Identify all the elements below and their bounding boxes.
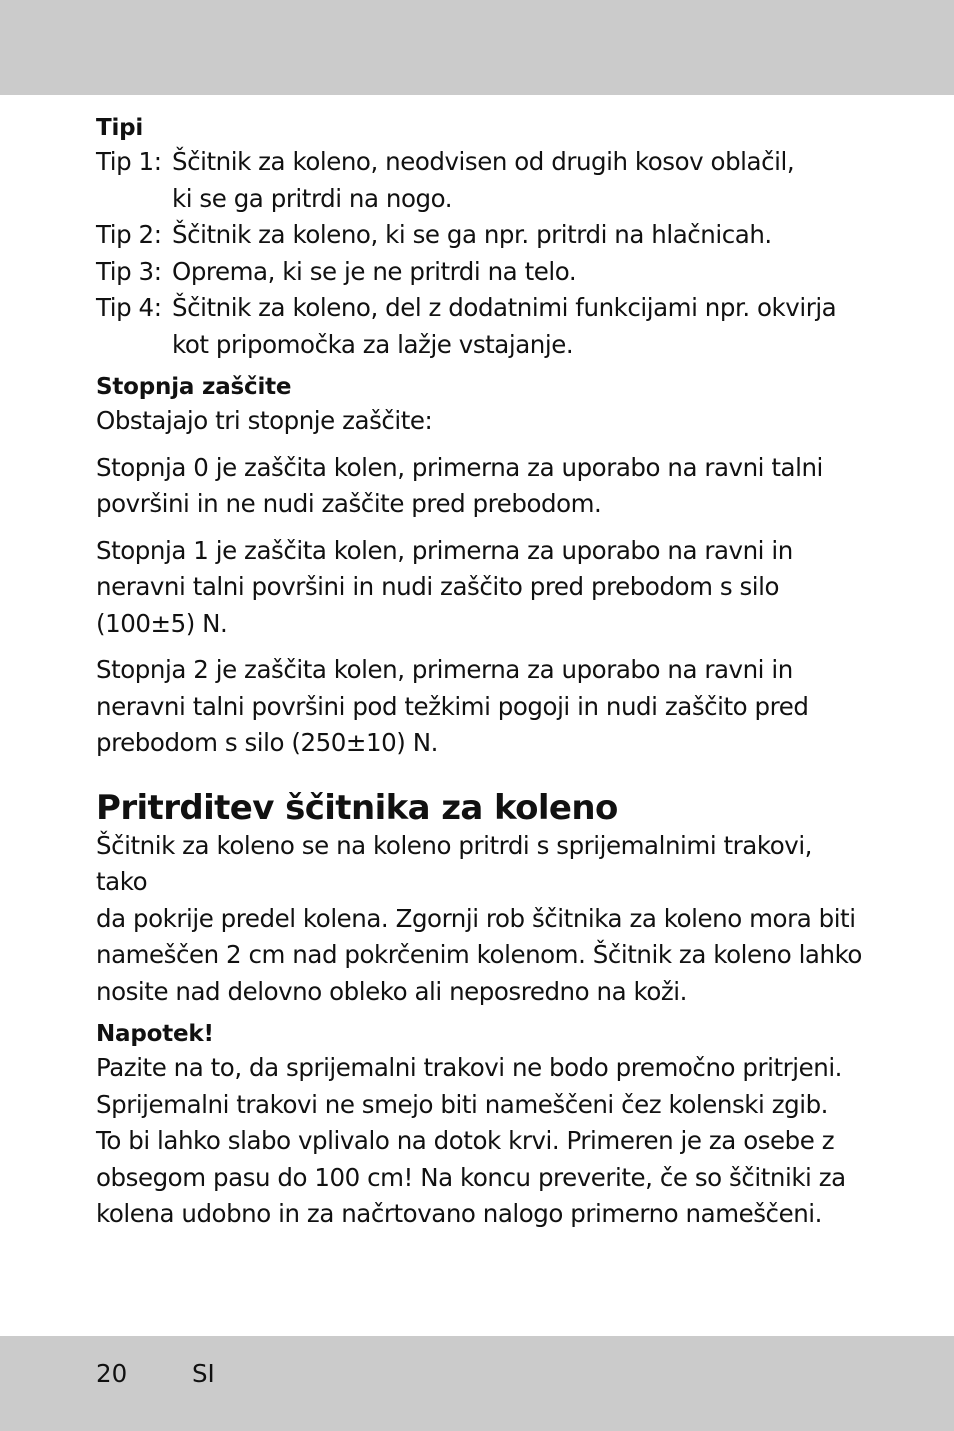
- tip-label: Tip 3:: [96, 256, 162, 286]
- paragraph-line: nameščen 2 cm nad pokrčenim kolenom. Ščitnik za koleno lahko: [96, 940, 862, 969]
- tip-text-line: Ščitnik za koleno, del z dodatnimi funkcijami npr. okvirja: [172, 293, 837, 322]
- paragraph-line: Pazite na to, da sprijemalni trakovi ne bodo premočno pritrjeni.: [96, 1053, 843, 1082]
- paragraph-line: kolena udobno in za načrtovano nalogo primerno nameščeni.: [96, 1199, 822, 1228]
- paragraph-line: obsegom pasu do 100 cm! Na koncu preverite, če so ščitniki za: [96, 1162, 846, 1192]
- paragraph-line: Stopnja 2 je zaščita kolen, primerna za uporabo na ravni in: [96, 655, 793, 684]
- section-title: Pritrditev ščitnika za koleno: [96, 787, 618, 828]
- protection-level-0: [96, 450, 866, 523]
- language-code: SI: [192, 1359, 215, 1388]
- note-heading: Napotek!: [96, 1021, 214, 1047]
- footer-band: [0, 1336, 954, 1431]
- tip-text-line: Ščitnik za koleno, neodvisen od drugih kosov oblačil,: [172, 147, 795, 176]
- protection-heading: Stopnja zaščite: [96, 374, 292, 400]
- tip-item-3: [96, 254, 866, 291]
- page-number: 20: [96, 1359, 128, 1388]
- paragraph-line: Ščitnik za koleno se na koleno pritrdi s sprijemalnimi trakovi, tako: [96, 830, 813, 896]
- paragraph-line: To bi lahko slabo vplivalo na dotok krvi. Primeren je za osebe z: [96, 1126, 835, 1155]
- paragraph-line: Stopnja 0 je zaščita kolen, primerna za uporabo na ravni talni: [96, 452, 823, 482]
- paragraph-line: površini in ne nudi zaščite pred prebodom.: [96, 489, 602, 518]
- tip-item-2: [96, 217, 866, 254]
- types-heading: Tipi: [96, 115, 144, 141]
- paragraph-line: da pokrije predel kolena. Zgornji rob ščitnika za koleno mora biti: [96, 903, 856, 933]
- tip-item-1: [96, 144, 866, 217]
- tip-text-line: Oprema, ki se je ne pritrdi na telo.: [172, 256, 577, 286]
- paragraph-line: Stopnja 1 je zaščita kolen, primerna za uporabo na ravni in: [96, 535, 793, 565]
- protection-level-1: [96, 533, 866, 643]
- tip-label: Tip 2:: [96, 220, 162, 249]
- tip-text-line: ki se ga pritrdi na nogo.: [172, 183, 453, 213]
- paragraph-line: neravni talni površini in nudi zaščito pred prebodom s silo: [96, 572, 780, 601]
- protection-level-2: [96, 652, 866, 762]
- paragraph-line: Sprijemalni trakovi ne smejo biti nameščeni čez kolenski zgib.: [96, 1089, 829, 1119]
- paragraph-line: (100±5) N.: [96, 608, 228, 638]
- paragraph-line: nosite nad delovno obleko ali neposredno na koži.: [96, 976, 688, 1006]
- tip-label: Tip 1:: [96, 147, 162, 176]
- attach-paragraph: [96, 828, 866, 1011]
- header-band: [0, 0, 954, 95]
- protection-intro: Obstajajo tri stopnje zaščite:: [96, 406, 433, 435]
- tip-item-4: [96, 290, 866, 363]
- tip-label: Tip 4:: [96, 293, 162, 322]
- tip-text-line: Ščitnik za koleno, ki se ga npr. pritrdi na hlačnicah.: [172, 220, 772, 249]
- paragraph-line: neravni talni površini pod težkimi pogoji in nudi zaščito pred: [96, 691, 809, 721]
- tip-text-line: kot pripomočka za lažje vstajanje.: [172, 329, 574, 359]
- page-content: [96, 112, 866, 1233]
- note-paragraph: [96, 1050, 866, 1233]
- paragraph-line: prebodom s silo (250±10) N.: [96, 728, 438, 757]
